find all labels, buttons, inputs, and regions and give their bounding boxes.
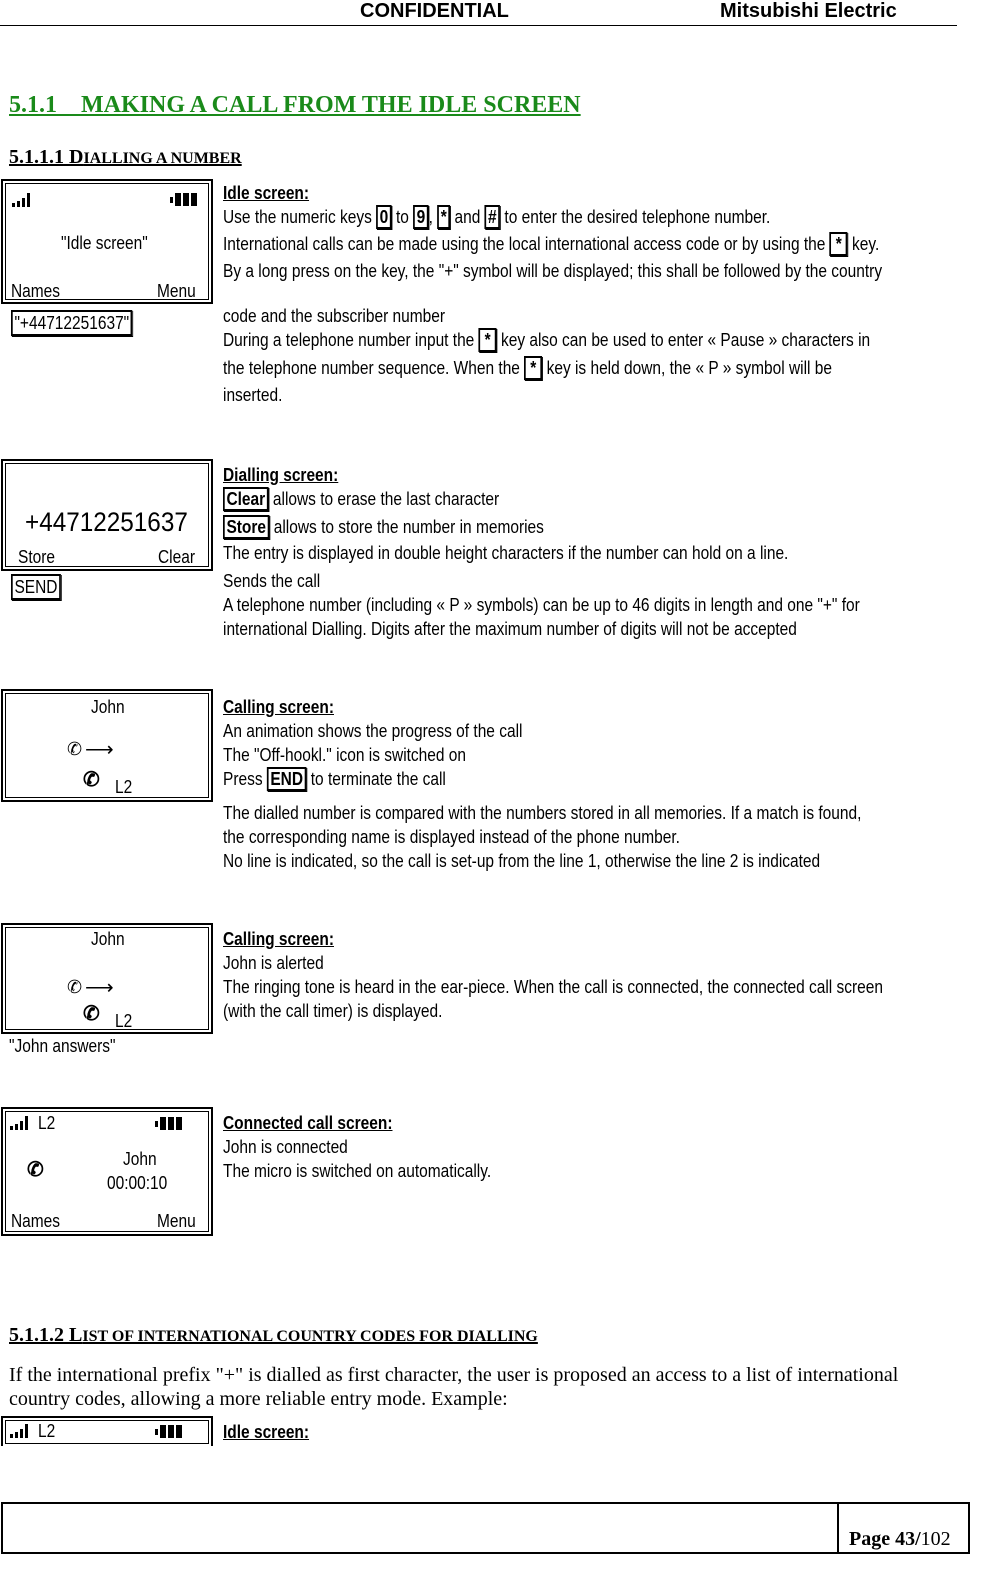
alerting-screen-description: Calling screen: John is alerted The ringing tone is heard in the ear-piece. When the call is connected, the connected call screen (with the call timer) is displayed. <box>223 929 884 1021</box>
page-number: Page 43/102 <box>849 1528 951 1550</box>
john-answers-caption: "John answers" <box>9 1036 116 1056</box>
battery-icon <box>155 1425 182 1438</box>
subsection-title-dialling <box>9 146 242 169</box>
subsection-number: 5.1.1.1 D <box>9 146 84 168</box>
key-star: * <box>479 328 497 352</box>
signal-strength-icon <box>10 1424 28 1438</box>
subsection-text: IST OF INTERNATIONAL COUNTRY CODES FOR DIALLING <box>82 1328 538 1345</box>
number-input-example: "+44712251637" <box>11 310 133 336</box>
phone-icon: ✆ <box>67 977 83 997</box>
softkey-clear[interactable]: Clear <box>158 547 195 567</box>
line-indicator: L2 <box>115 1011 133 1031</box>
softkey-names[interactable]: Names <box>11 281 61 301</box>
softkey-menu[interactable]: Menu <box>157 1211 196 1231</box>
calling-screen-label: Calling screen: <box>223 929 334 949</box>
send-key[interactable]: SEND <box>11 574 61 600</box>
end-key: END <box>267 767 307 791</box>
calling-screen-label: Calling screen: <box>223 697 334 717</box>
caller-name: John <box>91 929 125 949</box>
subsection-number: 5.1.1.2 L <box>9 1324 83 1346</box>
footer-divider <box>837 1504 839 1552</box>
idle-screen-caption: "Idle screen" <box>61 233 148 253</box>
caller-name: John <box>91 697 125 717</box>
dialling-screen-display <box>1 459 213 571</box>
confidential-label: CONFIDENTIAL <box>360 0 509 22</box>
subsection-text: IALLING A NUMBER <box>83 150 242 167</box>
off-hook-icon: ✆ <box>83 769 100 791</box>
call-timer: 00:00:10 <box>107 1173 168 1193</box>
phone-icon: ✆ <box>67 739 83 759</box>
right-arrow-icon: ⟶ <box>85 977 112 999</box>
signal-strength-icon <box>10 1116 28 1130</box>
key-star: * <box>437 205 450 229</box>
page-footer <box>1 1502 970 1554</box>
clear-key: Clear <box>223 487 269 511</box>
dialling-screen-description: Dialling screen: Clear allows to erase the last character Store allows to store the number in memories The entry is displayed in double height characters if the number can hold on a line. Sends the call A telephone number (including « P » symbols) can be up to 46 digits in length and one "+" for international Dialling. Digits after the maximum number of digits will not be accepted <box>223 465 860 639</box>
calling-screen-description: Calling screen: An animation shows the progress of the call The "Off-hookl." icon is switched on Press END to terminate the call The dialled number is compared with the numbers stored in all memories. If a match is found, the corresponding name is displayed instead of the phone number. No line is indicated, so the call is set-up from the line 1, otherwise the line 2 is indicated <box>223 697 862 871</box>
idle-screen-description-partial <box>223 1420 309 1444</box>
idle-screen-display-partial <box>1 1416 213 1446</box>
dialling-screen-label: Dialling screen: <box>223 465 339 485</box>
softkey-names[interactable]: Names <box>11 1211 61 1231</box>
battery-icon <box>170 193 197 206</box>
store-key: Store <box>223 515 269 539</box>
alerting-screen-display <box>1 923 213 1034</box>
key-star: * <box>524 356 542 380</box>
country-codes-paragraph: If the international prefix "+" is dialled as first character, the user is proposed an access to a list of international country codes, allowing a more reliable entry mode. Example: <box>9 1364 899 1410</box>
line-indicator: L2 <box>38 1113 56 1133</box>
section-title: 5.1.1 MAKING A CALL FROM THE IDLE SCREEN <box>9 92 581 118</box>
line-indicator: L2 <box>115 777 133 797</box>
signal-strength-icon <box>12 193 30 207</box>
connected-screen-description: Connected call screen: John is connected The micro is switched on automatically. <box>223 1113 492 1181</box>
idle-screen-label: Idle screen: <box>223 1422 310 1442</box>
softkey-store[interactable]: Store <box>18 547 56 567</box>
idle-screen-display <box>1 179 213 304</box>
key-9: 9 <box>413 205 428 229</box>
phone-icon: ✆ <box>27 1159 44 1181</box>
subsection-title-country-codes <box>9 1324 538 1347</box>
key-hash: # <box>485 205 500 229</box>
dialled-number: +44712251637 <box>25 507 188 537</box>
connected-screen-display <box>1 1107 213 1236</box>
battery-icon <box>155 1117 182 1130</box>
key-star: * <box>830 232 848 256</box>
off-hook-icon: ✆ <box>83 1003 100 1025</box>
softkey-menu[interactable]: Menu <box>157 281 196 301</box>
line-indicator: L2 <box>38 1421 56 1441</box>
right-arrow-icon: ⟶ <box>85 739 112 761</box>
connected-screen-label: Connected call screen: <box>223 1113 393 1133</box>
idle-screen-label: Idle screen: <box>223 183 310 203</box>
calling-screen-display <box>1 689 213 802</box>
page-header <box>0 0 957 26</box>
idle-screen-description: Idle screen: Use the numeric keys 0 to 9 , * and # to enter the desired telephone number. International calls can be made using the local international access code or by using the * key. By a long press on the key, the "+" symbol will be displayed; this shall be followed by the country code and the subscriber number During a telephone number input the * key also can be used to enter « Pause » characters in the telephone number sequence. When the * key is held down, the « P » symbol will be inserted. <box>223 183 883 405</box>
company-name: Mitsubishi Electric <box>720 0 897 22</box>
key-0: 0 <box>376 205 391 229</box>
connected-name: John <box>123 1149 157 1169</box>
